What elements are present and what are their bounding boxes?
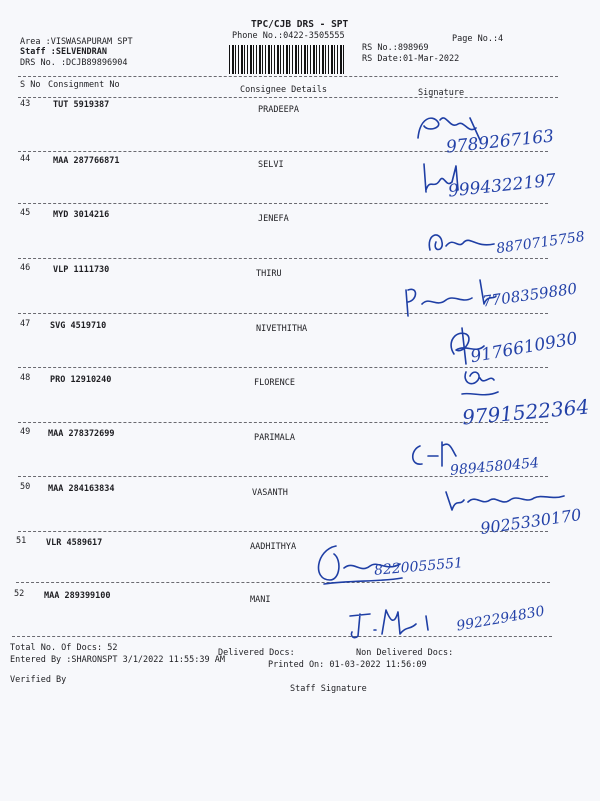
verified-by: Verified By [10,675,67,685]
row-consignee: MANI [250,595,271,605]
document-title: TPC/CJB DRS - SPT [251,19,349,30]
signature-phone: 8870715758 [495,228,586,258]
drs-number: DRS No. :DCJB89896904 [20,58,128,68]
signature-mark [346,600,446,646]
row-sno: 46 [20,263,31,273]
signature-phone: 9994322197 [447,170,557,202]
column-signature: Signature [418,88,465,98]
row-consignee: THIRU [256,269,282,279]
signature-mark [424,228,504,258]
signature-mark [458,364,502,404]
rs-date: RS Date:01-Mar-2022 [362,54,460,64]
signature-phone: 9789267163 [445,126,555,158]
row-consignment: MAA 284163834 [48,484,115,494]
row-consignee: SELVI [258,160,284,170]
row-consignee: FLORENCE [254,378,295,388]
divider [18,258,548,259]
signature-phone: 9894580454 [449,455,540,479]
row-consignment: PRO 12910240 [50,375,112,385]
phone-number: Phone No.:0422-3505555 [232,31,345,41]
barcode [229,45,346,74]
row-consignment: SVG 4519710 [50,321,107,331]
row-consignment: MAA 278372699 [48,429,115,439]
signature-phone: 8220055551 [373,555,464,579]
divider [12,636,552,637]
row-consignment: MYD 3014216 [53,210,110,220]
entered-by: Entered By :SHARONSPT 3/1/2022 11:55:39 AM [10,655,225,665]
divider [18,531,548,532]
row-sno: 44 [20,154,31,164]
row-sno: 47 [20,319,31,329]
row-consignee: PARIMALA [254,433,295,443]
row-consignee: JENEFA [258,214,289,224]
signature-phone: 9176610930 [468,328,579,368]
row-consignee: PRADEEPA [258,105,299,115]
row-sno: 45 [20,208,31,218]
signature-phone: 7708359880 [481,279,579,311]
row-consignment: VLR 4589617 [46,538,103,548]
column-sno: S No [20,80,41,90]
row-consignee: AADHITHYA [250,542,297,552]
staff-signature-label: Staff Signature [290,684,367,694]
row-sno: 43 [20,99,31,109]
row-consignment: MAA 289399100 [44,591,111,601]
row-sno: 49 [20,427,31,437]
area-field: Area :VISWASAPURAM SPT [20,37,133,47]
row-sno: 51 [16,536,27,546]
row-sno: 52 [14,589,25,599]
column-consignment: Consignment No [48,80,120,90]
signature-phone: 9791522364 [461,394,591,430]
row-consignment: TUT 5919387 [53,100,110,110]
page-number: Page No.:4 [452,34,504,44]
signature-phone: 9922294830 [455,603,546,635]
delivered-docs: Delivered Docs: [218,648,295,658]
row-consignment: VLP 1111730 [53,265,110,275]
rs-number: RS No.:898969 [362,43,429,53]
row-consignee: NIVETHITHA [256,324,308,334]
divider [18,97,558,98]
staff-field: Staff :SELVENDRAN [20,47,107,57]
row-sno: 50 [20,482,31,492]
row-sno: 48 [20,373,31,383]
divider [16,582,550,583]
divider [18,203,548,204]
row-consignee: VASANTH [252,488,288,498]
printed-on: Printed On: 01-03-2022 11:56:09 [268,660,427,670]
total-docs: Total No. Of Docs: 52 [10,643,118,653]
non-delivered-docs: Non Delivered Docs: [356,648,454,658]
column-consignee: Consignee Details [240,85,327,95]
row-consignment: MAA 287766871 [53,156,120,166]
signature-phone: 9025330170 [479,505,583,538]
divider [18,76,558,77]
